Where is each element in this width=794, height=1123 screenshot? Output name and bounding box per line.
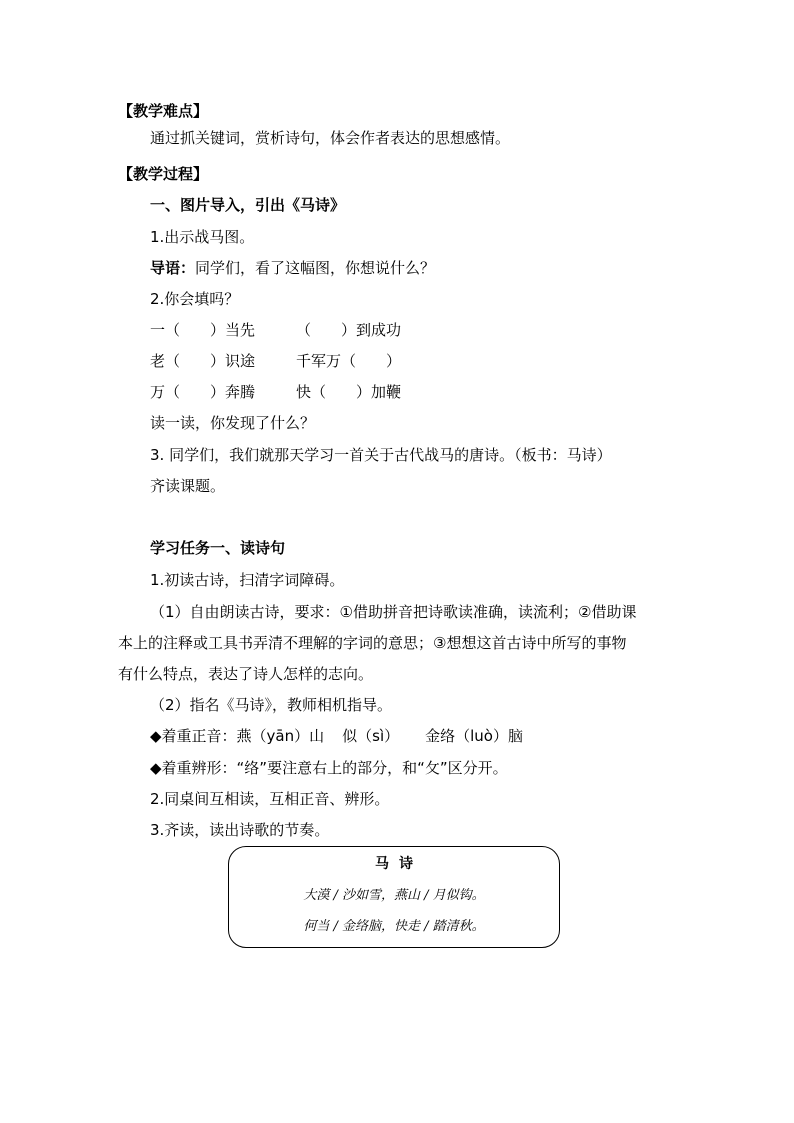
pronunciation-label: ◆着重正音： [150, 727, 237, 745]
process-item3: 3. 同学们，我们就那天学习一首关于古代战马的唐诗。（板书：马诗） [150, 446, 612, 464]
task1-title: 学习任务一、读诗句 [150, 539, 286, 557]
task1-para1-line2: 本上的注释或工具书弄清不理解的字词的意思；③想想这首古诗中所写的事物 [118, 634, 627, 652]
fill-row-1-a: 一（ ）当先 [150, 321, 256, 339]
pronunciation-item: 似（sì） [342, 727, 400, 745]
fill-row-3-b: 快（ ）加鞭 [296, 383, 402, 401]
poem-box [228, 846, 560, 948]
pronunciation-line [150, 726, 523, 746]
task1-step1: 1.初读古诗，扫清字词障碍。 [150, 571, 345, 589]
task1-step3: 3.齐读，读出诗歌的节奏。 [150, 821, 330, 839]
pronunciation-item: 金络（luò）脑 [425, 727, 523, 745]
poem-line-2: 何当 / 金络脑，快走 / 踏清秋。 [303, 919, 485, 934]
shape-distinction: ◆着重辨形：“络”要注意右上的部分，和“攵”区分开。 [150, 759, 508, 777]
process-item2: 2.你会填吗？ [150, 290, 240, 308]
section1-title: 一、图片导入，引出《马诗》 [150, 196, 346, 214]
difficulty-text: 通过抓关键词，赏析诗句，体会作者表达的思想感情。 [150, 129, 511, 147]
poem-line-1: 大漠 / 沙如雪，燕山 / 月似钩。 [303, 888, 485, 903]
process-item3-cont: 齐读课题。 [150, 477, 226, 495]
poem-title: 马诗 [375, 856, 423, 872]
process-heading: 【教学过程】 [118, 165, 209, 183]
task1-para1-line3: 有什么特点，表达了诗人怎样的志向。 [118, 665, 374, 683]
guide-text: 同学们，看了这幅图，你想说什么？ [195, 259, 436, 277]
fill-row-2-a: 老（ ）识途 [150, 352, 256, 370]
difficulty-heading: 【教学难点】 [118, 102, 209, 120]
fill-row-3-a: 万（ ）奔腾 [150, 383, 256, 401]
fill-row-2-b: 千军万（ ） [296, 352, 402, 370]
guide-label: 导语： [150, 259, 196, 277]
task1-para1-line1: （1）自由朗读古诗，要求：①借助拼音把诗歌读准确，读流利；②借助课 [150, 603, 637, 621]
task1-para2: （2）指名《马诗》，教师相机指导。 [150, 696, 393, 714]
read-prompt: 读一读，你发现了什么？ [150, 414, 316, 432]
guide-line [150, 258, 435, 278]
task1-step2: 2.同桌间互相读，互相正音、辨形。 [150, 790, 390, 808]
process-item1: 1.出示战马图。 [150, 228, 255, 246]
pronunciation-item: 燕（yān）山 [236, 727, 325, 745]
fill-row-1-b: （ ）到成功 [296, 321, 402, 339]
